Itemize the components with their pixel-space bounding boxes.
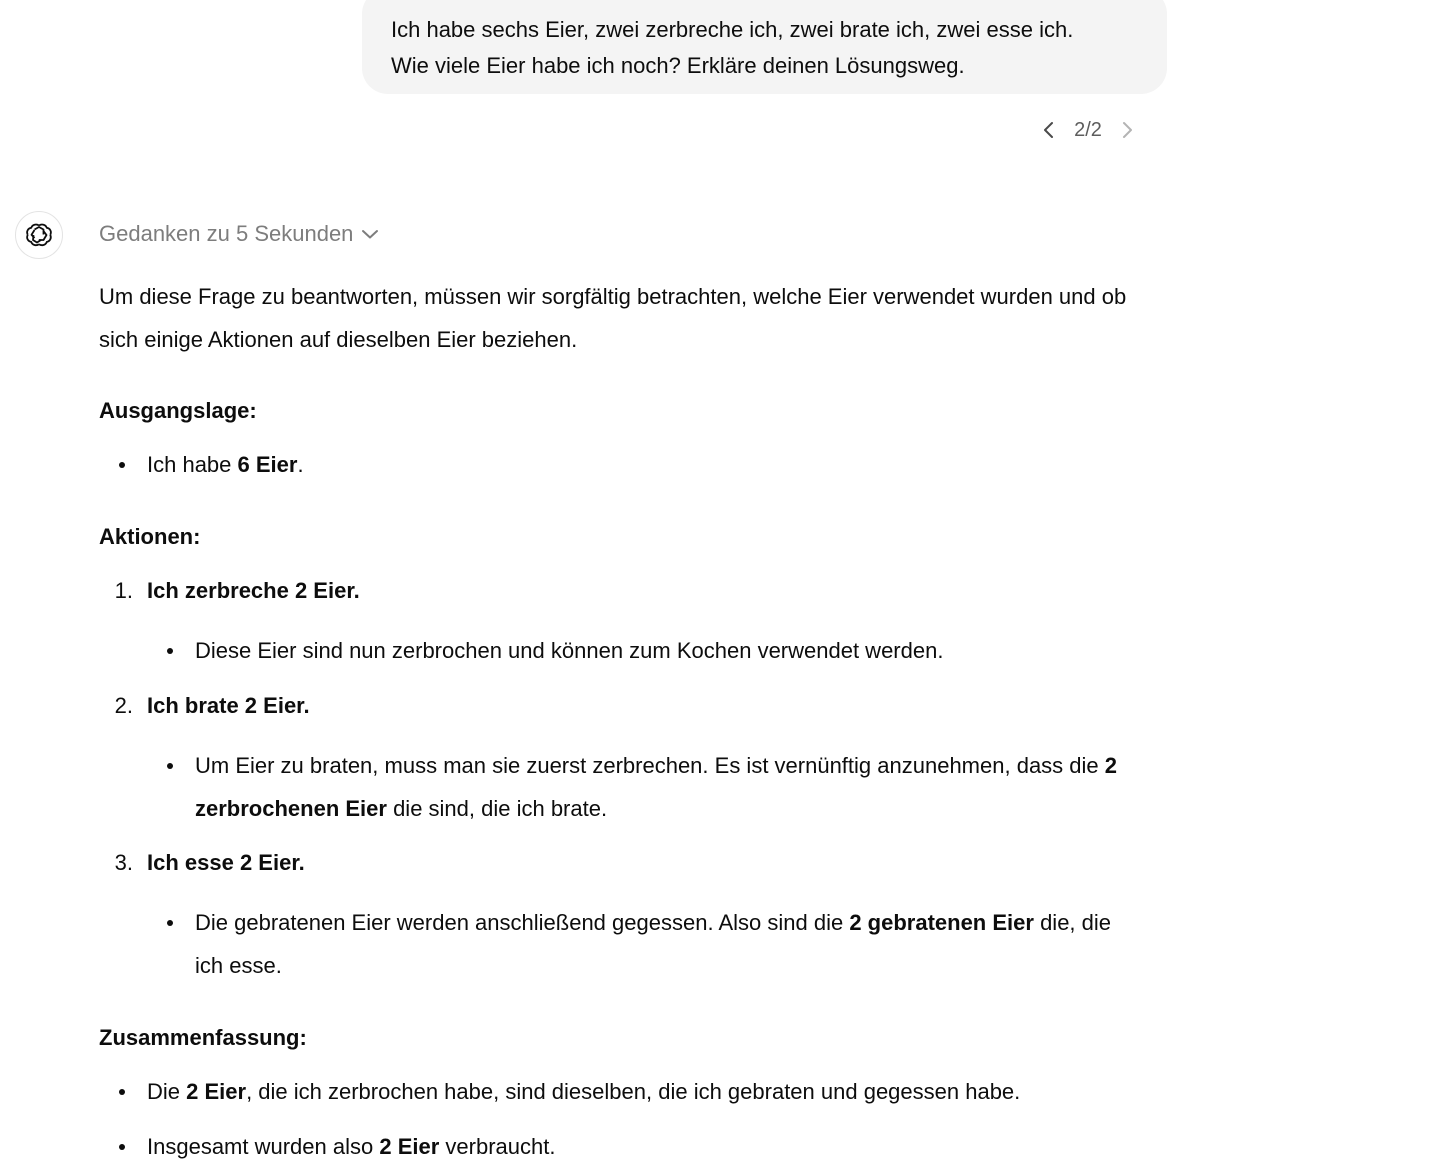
- user-message-line-2: Wie viele Eier habe ich noch? Erkläre deinen Lösungsweg.: [391, 53, 965, 78]
- list-item: [99, 443, 304, 486]
- thought-duration-label: Gedanken zu 5 Sekunden: [99, 221, 354, 246]
- list-item-text: Diese Eier sind nun zerbrochen und können zum Kochen verwendet werden.: [195, 638, 944, 663]
- list-item-text: Um Eier zu braten, muss man sie zuerst zerbrechen. Es ist vernünftig anzunehmen, dass die 2 zerbrochenen Eier die sind, die ich brate.: [195, 753, 1118, 821]
- answer-intro: Um diese Frage zu beantworten, müssen wir sorgfältig betrachten, welche Eier verwendet wurden und ob sich einige Aktionen auf dieselben Eier beziehen.: [99, 284, 1127, 352]
- openai-logo-icon: [25, 221, 53, 249]
- heading-ausgangslage: Ausgangslage:: [99, 398, 257, 423]
- bullet-dot: [119, 1144, 125, 1150]
- heading-zusammenfassung: Zusammenfassung:: [99, 1025, 307, 1050]
- user-message-line-1: Ich habe sechs Eier, zwei zerbreche ich, zwei brate ich, zwei esse ich.: [391, 17, 1074, 42]
- user-message-bubble: [362, 0, 1167, 94]
- item-title: Ich esse 2 Eier.: [147, 850, 305, 875]
- numbered-item-2: [99, 684, 310, 727]
- list-item: [99, 1125, 555, 1166]
- item-number: 3.: [114, 850, 133, 875]
- response-pager: [1034, 112, 1142, 148]
- item-number: 2.: [114, 693, 133, 718]
- list-item: [99, 901, 1169, 987]
- bullet-dot: [167, 648, 173, 654]
- chevron-left-icon: [1041, 121, 1057, 139]
- numbered-item-1: [99, 569, 360, 612]
- list-item: [99, 1070, 1020, 1113]
- list-item-text: Die 2 Eier, die ich zerbrochen habe, sind dieselben, die ich gebraten und gegessen habe.: [147, 1079, 1021, 1104]
- chevron-down-icon: [361, 228, 379, 240]
- next-response-button[interactable]: [1112, 115, 1142, 145]
- heading-aktionen: Aktionen:: [99, 524, 201, 549]
- bullet-dot: [167, 763, 173, 769]
- item-title: Ich brate 2 Eier.: [147, 693, 310, 718]
- assistant-avatar: [15, 211, 63, 259]
- numbered-item-3: [99, 841, 305, 884]
- bullet-dot: [119, 462, 125, 468]
- item-title: Ich zerbreche 2 Eier.: [147, 578, 360, 603]
- list-item-text: Ich habe 6 Eier.: [147, 452, 304, 477]
- thought-duration-toggle[interactable]: [99, 221, 379, 247]
- bullet-dot: [167, 920, 173, 926]
- bullet-dot: [119, 1089, 125, 1095]
- list-item-text: Die gebratenen Eier werden anschließend gegessen. Also sind die 2 gebratenen Eier die, die ich esse.: [195, 910, 1112, 978]
- previous-response-button[interactable]: [1034, 115, 1064, 145]
- list-item-text: Insgesamt wurden also 2 Eier verbraucht.: [147, 1134, 556, 1159]
- list-item: [99, 629, 943, 672]
- chevron-right-icon: [1119, 121, 1135, 139]
- response-count: 2/2: [1074, 118, 1102, 141]
- list-item: [99, 744, 1169, 830]
- item-number: 1.: [114, 578, 133, 603]
